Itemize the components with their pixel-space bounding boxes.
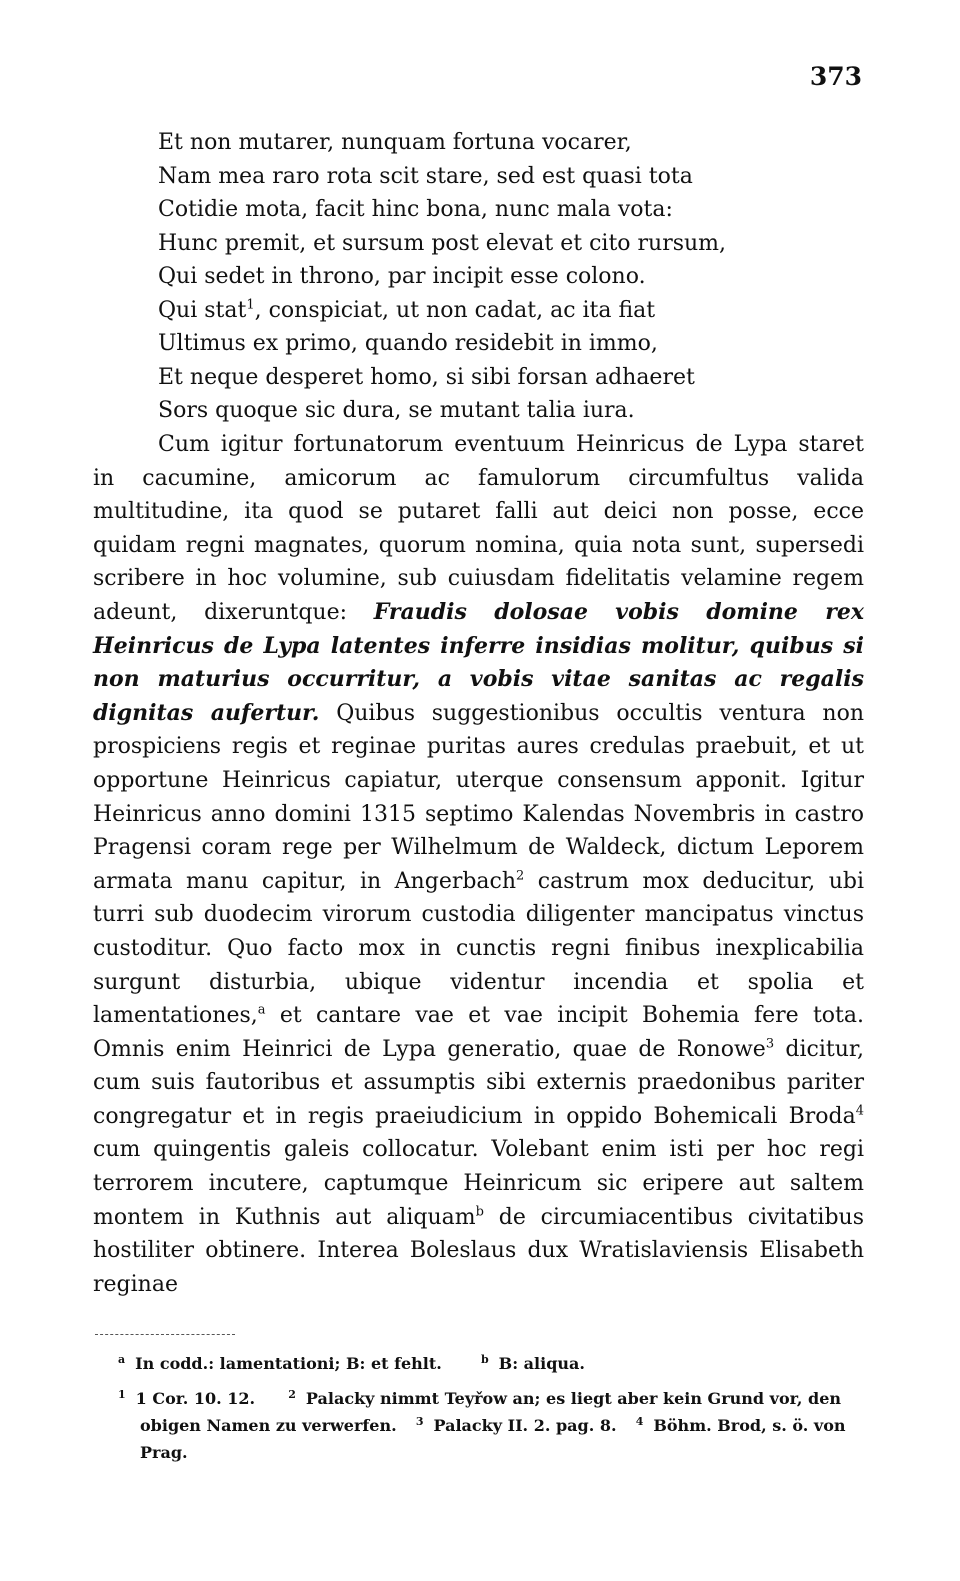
page-number: 373: [809, 62, 862, 91]
footnote-ref: 1: [246, 297, 255, 313]
poem: [158, 126, 858, 428]
footnote-rule: [95, 1334, 235, 1335]
poem-line: Et non mutarer, nunquam fortuna vocarer,: [158, 130, 632, 155]
prose-text: et cantare vae et vae incipit Bohemia fere tota. Omnis enim Heinrici de Lypa generatio, quae de Ronowe: [93, 1003, 864, 1062]
note-marker: 4: [635, 1414, 644, 1428]
prose-text: Cum igitur fortunatorum eventuum Heinricus de Lypa staret in cacumine, amicorum ac famulorum circumfultus valida multitudine, ita quod se putaret falli aut deici non posse, ecce quidam regni magnates, quorum nomina, quia nota sunt, supersedi scribere in hoc volumine, sub cuiusdam fidelitatis velamine regem adeunt, dixeruntque:: [93, 432, 864, 625]
prose-paragraph: [93, 428, 864, 1301]
note-text: Palacky nimmt Teyřow an; es liegt aber kein Grund vor, den obigen Namen zu verwerfen.: [140, 1389, 842, 1435]
prose-text: Quibus suggestionibus occultis ventura non prospiciens regis et reginae puritas aures credulas praebuit, et ut opportune Heinricus capiatur, uterque consensum apponit. Igitur Heinricus anno domini 1315 septimo Kalendas Novembris in castro Pragensi coram rege per Wilhelmum de Waldeck, dictum Leporem armata manu capitur, in Angerbach: [93, 700, 864, 894]
footnote-ref: 2: [516, 868, 525, 884]
poem-line: Sors quoque sic dura, se mutant talia iura.: [158, 398, 635, 423]
prose-text: dicitur, cum suis fautoribus et assumptis sibi externis praedonibus pariter congregatur et in regis praeiudicium in oppido Bohemicali Broda: [93, 1036, 864, 1129]
note-text: Böhm. Brod, s. ö. von Prag.: [140, 1416, 846, 1462]
poem-line: Et neque desperet homo, si sibi forsan adhaeret: [158, 364, 695, 390]
note-marker: a: [118, 1352, 126, 1366]
poem-line: [158, 294, 858, 328]
prose-text: castrum mox deducitur, ubi turri sub duodecim virorum custodia diligenter mancipatus vinctus custoditur. Quo facto mox in cunctis regni finibus inexplicabilia surgunt disturbia, ubique videntur incendia et spolia et lamentationes,: [93, 868, 864, 1029]
textual-notes: [118, 1350, 866, 1377]
poem-line: Nam mea raro rota scit stare, sed est quasi tota: [158, 163, 693, 189]
textual-note-ref: a: [257, 1002, 266, 1018]
textual-note-ref: b: [475, 1204, 484, 1220]
note-text: B: aliqua.: [498, 1354, 585, 1373]
note-text: 1 Cor. 10. 12.: [135, 1389, 256, 1408]
quoted-speech: Fraudis dolosae vobis domine rex Heinricus de Lypa latentes inferre insidias molitur, quibus si non maturius occurritur, a vobis vitae sanitas ac regalis dignitas aufertur.: [93, 598, 864, 726]
footnote-ref: 4: [855, 1103, 864, 1119]
poem-line-start: Qui stat: [158, 297, 247, 323]
note-marker: b: [480, 1352, 489, 1366]
prose: [93, 428, 864, 1301]
footnotes: [118, 1350, 866, 1474]
editorial-notes: [118, 1385, 866, 1466]
prose-text: de circumiacentibus civitatibus hostiliter obtinere. Interea Boleslaus dux Wratislaviensis Elisabeth reginae: [93, 1204, 864, 1297]
note-marker: 1: [118, 1387, 126, 1401]
poem-line: Cotidie mota, facit hinc bona, nunc mala vota:: [158, 197, 673, 222]
poem-line: Ultimus ex primo, quando residebit in immo,: [158, 331, 658, 356]
note-marker: 2: [288, 1387, 296, 1401]
footnote-ref: 3: [765, 1036, 775, 1052]
poem-line: Hunc premit, et sursum post elevat et cito rursum,: [158, 230, 727, 256]
poem-line-rest: , conspiciat, ut non cadat, ac ita fiat: [254, 297, 656, 323]
note-marker: 3: [415, 1414, 424, 1428]
note-text: In codd.: lamentationi; B: et fehlt.: [135, 1354, 442, 1373]
note-text: Palacky II. 2. pag. 8.: [433, 1416, 617, 1435]
prose-text: cum quingentis galeis collocatur. Volebant enim isti per hoc regi terrorem incutere, captumque Heinricum sic eripere aut saltem montem in Kuthnis aut aliquam: [93, 1137, 864, 1230]
poem-line: Qui sedet in throno, par incipit esse colono.: [158, 264, 646, 289]
